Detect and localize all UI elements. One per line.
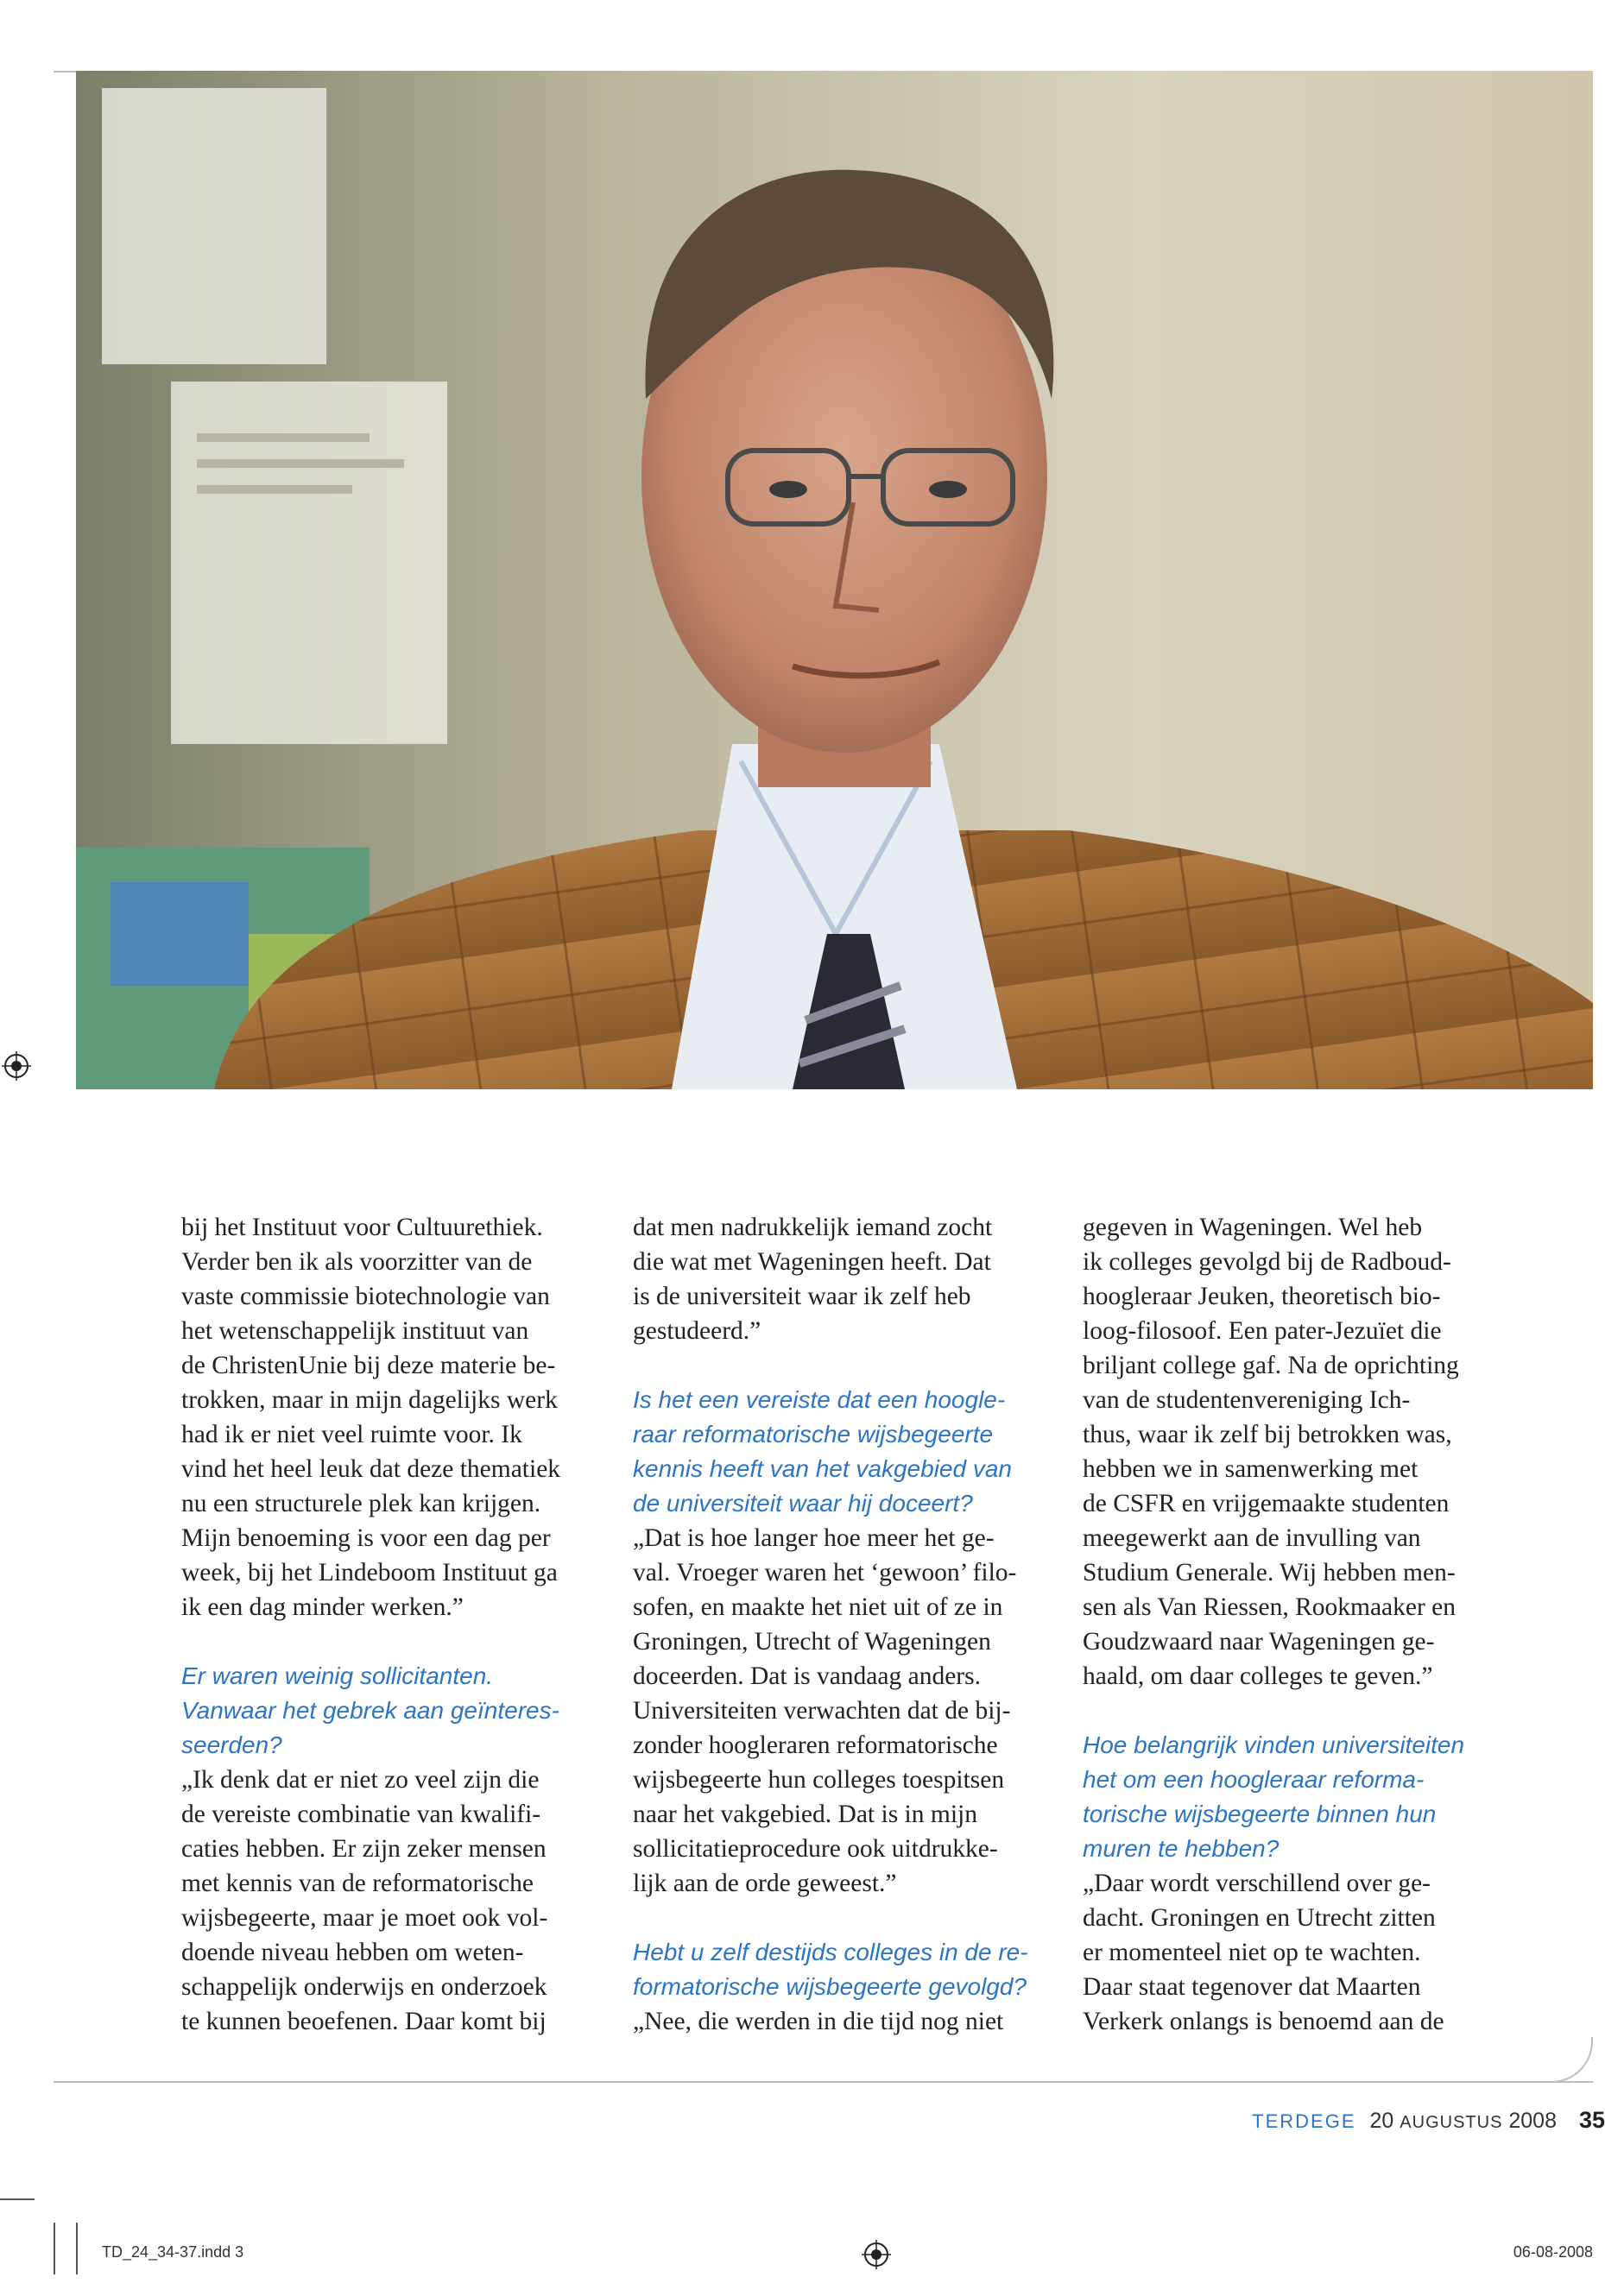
body-paragraph: „Dat is hoe langer hoe meer het ge- val. Vroeger waren het ‘gewoon’ filo- sofen, en maakte het niet uit of ze in Groningen, Utrecht of Wageningen doceerden. Dat is vandaag anders. Universiteiten verwachten dat de bij- zonder hoogleraren reformatorische wijsbegeerte hun colleges toespitsen naar het vakgebied. Dat is in mijn sollicitatieprocedure ook uitdrukke- lijk aan de orde geweest.” [633, 1524, 1017, 1897]
crop-mark [54, 2223, 55, 2274]
registration-mark-bottom [862, 2240, 891, 2269]
registration-mark-left [2, 1051, 31, 1081]
interview-question: Er waren weinig sollicitanten. Vanwaar het gebrek aan geïnteres- seerden? [181, 1662, 559, 1758]
body-paragraph: „Ik denk dat er niet zo veel zijn die de vereiste combinatie van kwalifi- caties hebben. Er zijn zeker mensen met kennis van de reformatorische wijsbegeerte, maar je moet ook vol- doende niveau hebben om weten- schappelijk onderwijs en onderzoek te kunnen beoefenen. Daar komt bij [181, 1766, 548, 2035]
interview-question: Hoe belangrijk vinden universiteiten het om een hoogleraar reforma- torische wijsbegeerte binnen hun muren te hebben? [1083, 1731, 1465, 1862]
crop-mark [0, 2198, 35, 2200]
body-paragraph: dat men nadrukkelijk iemand zocht die wat met Wageningen heeft. Dat is de universiteit waar ik zelf heb gestudeerd.” [633, 1214, 993, 1345]
body-paragraph: gegeven in Wageningen. Wel heb ik colleges gevolgd bij de Radboud- hoogleraar Jeuken, theoretisch bio- loog-filosoof. Een pater-Jezuïet die briljant college gaf. Na de oprichting van de studentenvereniging Ich- thus, waar ik zelf bij betrokken was, hebben we in samenwerking met de CSFR en vrijgemaakte studenten meegewerkt aan de invulling van Studium Generale. Wij hebben men- sen als Van Riessen, Rookmaaker en Goudzwaard naar Wageningen ge- haald, om daar colleges te geven.” [1083, 1214, 1459, 1690]
interview-question: Is het een vereiste dat een hoogle- raar reformatorische wijsbegeerte kennis heeft van het vakgebied van de universiteit waar hij doceert? [633, 1386, 1012, 1517]
interview-question: Hebt u zelf destijds colleges in de re- formatorische wijsbegeerte gevolgd? [633, 1939, 1028, 2000]
magazine-name: TERDEGE [1252, 2110, 1356, 2132]
portrait-photo [76, 71, 1593, 1089]
body-paragraph: bij het Instituut voor Cultuurethiek. Verder ben ik als voorzitter van de vaste commissie biotechnologie van het wetenschappelijk instituut van de ChristenUnie bij deze materie be- trokken, maar in mijn dagelijks werk had ik er niet veel ruimte voor. Ik vind het heel leuk dat deze thematiek nu een structurele plek kan krijgen. Mijn benoeming is voor een dag per week, bij het Lindeboom Instituut ga ik een dag minder werken.” [181, 1214, 561, 1621]
page-frame-bottom [54, 2081, 1593, 2083]
article-column-2 [633, 1210, 1047, 2039]
portrait-illustration [76, 71, 1593, 1089]
body-paragraph: „Daar wordt verschillend over ge- dacht. Groningen en Utrecht zitten er momenteel niet op te wachten. Daar staat tegenover dat Maarten Verkerk onlangs is benoemd aan de [1083, 1870, 1444, 2035]
article-column-1 [181, 1210, 596, 2039]
issue-date: 20 AUGUSTUS 2008 [1369, 2109, 1557, 2133]
page-number: 35 [1579, 2107, 1605, 2133]
article-column-3 [1083, 1210, 1497, 2039]
body-paragraph: „Nee, die werden in die tijd nog niet [633, 2008, 1004, 2035]
page-frame-corner [1541, 2037, 1593, 2083]
slug-date: 06-08-2008 [1513, 2243, 1593, 2261]
page-footer [1252, 2107, 1605, 2138]
slug-filename: TD_24_34-37.indd 3 [102, 2243, 244, 2261]
crop-mark [76, 2223, 78, 2274]
